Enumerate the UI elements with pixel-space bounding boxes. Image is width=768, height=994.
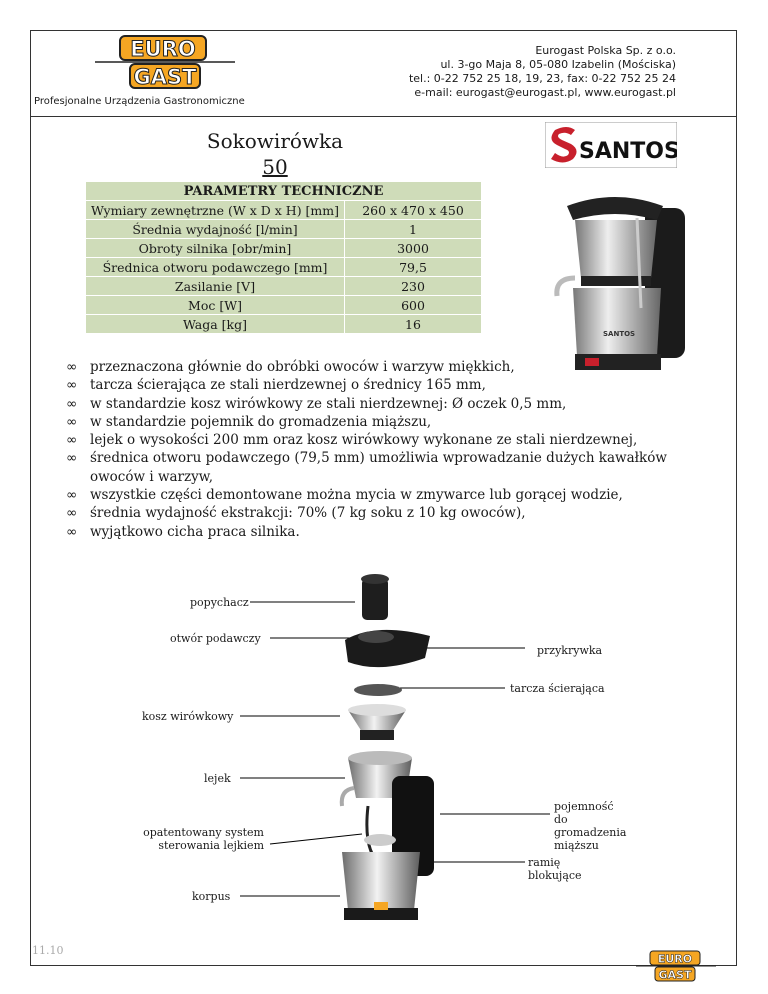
label-przykrywka: przykrywka bbox=[537, 644, 603, 657]
spec-param: Zasilanie [V] bbox=[86, 277, 345, 296]
feature-text: tarcza ścierająca ze stali nierdzewnej o średnicy 165 mm, bbox=[90, 377, 486, 394]
spec-value: 260 x 470 x 450 bbox=[345, 201, 482, 220]
company-address bbox=[409, 44, 676, 100]
infinity-icon: ∞ bbox=[66, 505, 78, 522]
pusher-part bbox=[362, 578, 388, 620]
spec-value: 600 bbox=[345, 296, 482, 315]
svg-text:SANTOS: SANTOS bbox=[603, 330, 636, 338]
eurogast-logo bbox=[95, 34, 235, 94]
svg-text:EURO: EURO bbox=[657, 952, 693, 966]
spec-param: Średnica otworu podawczego [mm] bbox=[86, 258, 345, 277]
label-system-1: opatentowany system bbox=[143, 826, 264, 839]
table-row bbox=[86, 258, 482, 277]
page-number: 11.10 bbox=[32, 944, 64, 957]
product-model: 50 bbox=[262, 155, 288, 179]
label-system bbox=[142, 826, 264, 852]
santos-logo bbox=[545, 122, 677, 168]
company-phone: tel.: 0-22 752 25 18, 19, 23, fax: 0-22 752 25 24 bbox=[408, 72, 676, 85]
spec-value: 1 bbox=[345, 220, 482, 239]
infinity-icon: ∞ bbox=[66, 359, 78, 375]
svg-text:GAST: GAST bbox=[133, 65, 197, 89]
label-lejek: lejek bbox=[204, 772, 231, 785]
spec-heading: PARAMETRY TECHNICZNE bbox=[86, 182, 482, 201]
label-pojemnosc-2: gromadzenia miąższu bbox=[554, 826, 627, 852]
list-item bbox=[60, 358, 700, 376]
infinity-icon: ∞ bbox=[66, 395, 78, 412]
infinity-icon: ∞ bbox=[66, 487, 78, 504]
leader-line bbox=[270, 834, 362, 844]
infinity-icon: ∞ bbox=[66, 413, 78, 430]
spec-table bbox=[85, 181, 482, 334]
table-row bbox=[86, 277, 482, 296]
feature-text: średnia wydajność ekstrakcji: 70% (7 kg soku z 10 kg owoców), bbox=[90, 505, 526, 522]
base-part bbox=[342, 852, 420, 910]
list-item bbox=[60, 413, 700, 431]
spec-value: 3000 bbox=[345, 239, 482, 258]
spec-value: 79,5 bbox=[345, 258, 482, 277]
label-tarcza: tarcza ścierająca bbox=[510, 682, 605, 695]
label-popychacz: popychacz bbox=[190, 596, 249, 609]
table-row bbox=[86, 296, 482, 315]
list-item bbox=[60, 449, 700, 486]
label-kosz: kosz wirówkowy bbox=[142, 710, 234, 723]
spec-param: Średnia wydajność [l/min] bbox=[86, 220, 345, 239]
spec-value: 16 bbox=[345, 315, 482, 334]
feature-text: przeznaczona głównie do obróbki owoców i warzyw miękkich, bbox=[90, 359, 515, 375]
table-row bbox=[86, 315, 482, 334]
list-item bbox=[60, 504, 700, 522]
label-pojemnosc bbox=[554, 800, 626, 852]
spec-param: Waga [kg] bbox=[86, 315, 345, 334]
exploded-diagram bbox=[130, 570, 627, 934]
table-row bbox=[86, 201, 482, 220]
feature-text: w standardzie pojemnik do gromadzenia miąższu, bbox=[90, 413, 432, 430]
company-name: Eurogast Polska Sp. z o.o. bbox=[535, 44, 676, 57]
list-item bbox=[60, 376, 700, 394]
svg-text:GAST: GAST bbox=[658, 968, 692, 982]
feature-text: średnica otworu podawczego (79,5 mm) umożliwia wprowadzanie dużych kawałków owoców i warzyw, bbox=[90, 450, 667, 485]
feature-text: w standardzie kosz wirówkowy ze stali nierdzewnej: Ø oczek 0,5 mm, bbox=[90, 395, 567, 412]
label-pojemnosc-1: pojemność do bbox=[554, 800, 614, 826]
product-name: Sokowirówka bbox=[206, 129, 344, 153]
svg-text:SANTOS: SANTOS bbox=[579, 139, 677, 164]
table-row bbox=[86, 239, 482, 258]
infinity-icon: ∞ bbox=[66, 377, 78, 394]
spec-param: Obroty silnika [obr/min] bbox=[86, 239, 345, 258]
spec-param: Moc [W] bbox=[86, 296, 345, 315]
label-ramie: ramię blokujące bbox=[528, 856, 582, 882]
spec-param: Wymiary zewnętrzne (W x D x H) [mm] bbox=[86, 201, 345, 220]
feature-text: wyjątkowo cicha praca silnika. bbox=[90, 523, 300, 540]
infinity-icon: ∞ bbox=[66, 450, 78, 467]
list-item bbox=[60, 486, 700, 504]
company-email: e-mail: eurogast@eurogast.pl, www.eurogast.pl bbox=[414, 86, 676, 99]
feature-text: wszystkie części demontowane można mycia w zmywarce lub gorącej wodzie, bbox=[90, 487, 623, 504]
svg-text:EURO: EURO bbox=[130, 37, 196, 61]
infinity-icon: ∞ bbox=[66, 523, 78, 540]
infinity-icon: ∞ bbox=[66, 432, 78, 449]
list-item bbox=[60, 523, 700, 541]
feature-list bbox=[60, 358, 700, 541]
product-title bbox=[180, 128, 370, 180]
list-item bbox=[60, 431, 700, 449]
table-row bbox=[86, 220, 482, 239]
tagline: Profesjonalne Urządzenia Gastronomiczne bbox=[34, 96, 245, 107]
grating-disc-part bbox=[354, 684, 402, 696]
label-korpus: korpus bbox=[192, 890, 231, 903]
list-item bbox=[60, 395, 700, 413]
company-street: ul. 3-go Maja 8, 05-080 Izabelin (Mościska) bbox=[440, 58, 676, 71]
feature-text: lejek o wysokości 200 mm oraz kosz wirówkowy wykonane ze stali nierdzewnej, bbox=[90, 432, 638, 449]
header-divider bbox=[30, 116, 737, 117]
label-system-2: sterowania lejkiem bbox=[158, 839, 264, 852]
spec-value: 230 bbox=[345, 277, 482, 296]
eurogast-logo-footer bbox=[636, 950, 716, 986]
juicer-product-image bbox=[545, 178, 695, 382]
label-otwor: otwór podawczy bbox=[170, 632, 261, 645]
